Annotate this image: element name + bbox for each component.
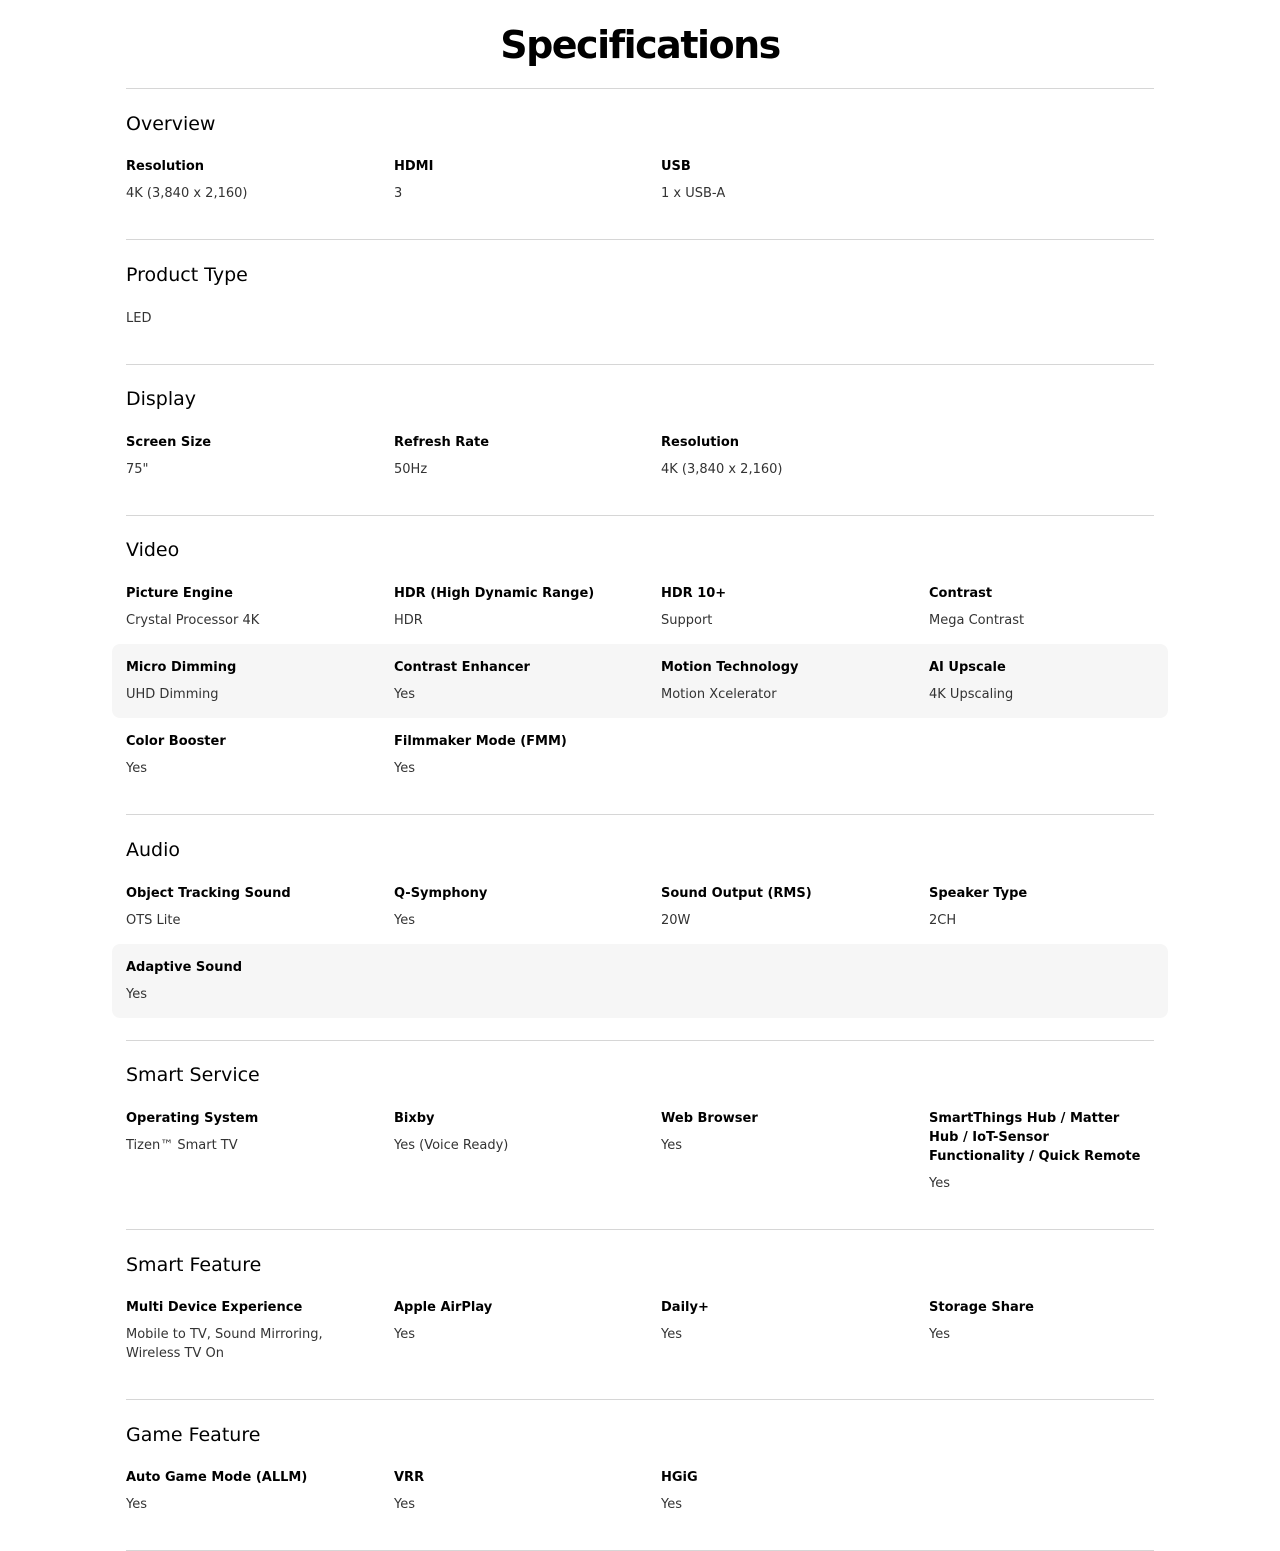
spec-value: Yes (Voice Ready) [394, 1138, 509, 1153]
spec-value: Yes [929, 1327, 950, 1342]
spec-label: Adaptive Sound [126, 960, 243, 975]
spec-item [394, 658, 634, 704]
spec-label: Storage Share [929, 1300, 1034, 1315]
spec-value: Tizen™ Smart TV [126, 1138, 238, 1153]
section-title-display: Display [126, 388, 197, 410]
page-title: Specifications [500, 23, 780, 67]
spec-label: Operating System [126, 1111, 259, 1126]
spec-item [929, 1298, 1169, 1344]
spec-item [126, 309, 366, 328]
spec-value: Yes [661, 1327, 682, 1342]
divider [126, 1040, 1154, 1041]
spec-item [394, 1298, 634, 1344]
spec-value: Yes [661, 1497, 682, 1512]
spec-item [929, 884, 1169, 930]
spec-label: Multi Device Experience [126, 1300, 303, 1315]
spec-value: 4K Upscaling [929, 687, 1014, 702]
spec-item [661, 1298, 901, 1344]
spec-label: HDR 10+ [661, 586, 727, 601]
spec-item [126, 958, 366, 1004]
spec-value: Yes [126, 761, 147, 776]
spec-value: 50Hz [394, 462, 428, 477]
spec-label: Micro Dimming [126, 660, 237, 675]
divider [126, 1229, 1154, 1230]
spec-label: HGiG [661, 1470, 698, 1485]
spec-value: Yes [394, 761, 415, 776]
spec-value: Yes [126, 1497, 147, 1512]
divider [126, 515, 1154, 516]
spec-item [929, 584, 1169, 630]
spec-value: 20W [661, 913, 691, 928]
spec-item [661, 157, 901, 203]
spec-value: 75" [126, 462, 149, 477]
divider [126, 239, 1154, 240]
spec-item [929, 1109, 1144, 1193]
spec-label: HDR (High Dynamic Range) [394, 586, 595, 601]
spec-label: Filmmaker Mode (FMM) [394, 734, 567, 749]
spec-value: Mega Contrast [929, 613, 1025, 628]
spec-item [394, 1468, 634, 1514]
spec-item [394, 1109, 634, 1155]
spec-label: AI Upscale [929, 660, 1006, 675]
spec-label: Resolution [126, 159, 205, 174]
spec-label: Color Booster [126, 734, 226, 749]
spec-value: 4K (3,840 x 2,160) [126, 186, 248, 201]
spec-label: Sound Output (RMS) [661, 886, 812, 901]
spec-item [661, 1109, 901, 1155]
section-title-overview: Overview [126, 113, 216, 135]
spec-value: 1 x USB-A [661, 186, 726, 201]
spec-value: Support [661, 613, 713, 628]
spec-value: 2CH [929, 913, 957, 928]
section-title-smart-feature: Smart Feature [126, 1254, 262, 1276]
spec-label: Apple AirPlay [394, 1300, 493, 1315]
spec-value: 3 [394, 186, 403, 201]
spec-item [394, 584, 634, 630]
spec-item [661, 1468, 901, 1514]
spec-value: Yes [394, 687, 415, 702]
section-title-audio: Audio [126, 839, 181, 861]
spec-value: UHD Dimming [126, 687, 219, 702]
spec-item [126, 884, 366, 930]
section-title-video: Video [126, 539, 180, 561]
spec-label: Refresh Rate [394, 435, 490, 450]
spec-item [661, 658, 901, 704]
spec-value: Yes [394, 913, 415, 928]
spec-value: Yes [126, 987, 147, 1002]
section-title-game-feature: Game Feature [126, 1424, 261, 1446]
spec-item [126, 658, 366, 704]
section-title-smart-service: Smart Service [126, 1064, 260, 1086]
spec-label: Screen Size [126, 435, 212, 450]
section-title-product-type: Product Type [126, 264, 248, 286]
spec-value: Yes [394, 1327, 415, 1342]
spec-label: Speaker Type [929, 886, 1028, 901]
spec-item [661, 584, 901, 630]
spec-label: Picture Engine [126, 586, 233, 601]
spec-item [394, 884, 634, 930]
divider [126, 1399, 1154, 1400]
spec-value: Mobile to TV, Sound Mirroring, Wireless TV On [126, 1327, 323, 1361]
spec-label: Motion Technology [661, 660, 799, 675]
spec-item [394, 732, 634, 778]
spec-label: Object Tracking Sound [126, 886, 291, 901]
spec-item [394, 157, 634, 203]
spec-item [661, 433, 901, 479]
spec-item [126, 1298, 341, 1363]
spec-value: OTS Lite [126, 913, 181, 928]
spec-value: Yes [929, 1176, 950, 1191]
spec-item [394, 433, 634, 479]
spec-value: Crystal Processor 4K [126, 613, 260, 628]
spec-label: Contrast [929, 586, 993, 601]
spec-value: Yes [394, 1497, 415, 1512]
spec-label: Q-Symphony [394, 886, 488, 901]
spec-label: Web Browser [661, 1111, 758, 1126]
spec-label: HDMI [394, 159, 434, 174]
spec-item [126, 732, 366, 778]
spec-item [126, 584, 366, 630]
spec-item [126, 1468, 366, 1514]
spec-value: HDR [394, 613, 423, 628]
spec-item [126, 157, 366, 203]
spec-label: Auto Game Mode (ALLM) [126, 1470, 308, 1485]
spec-value: 4K (3,840 x 2,160) [661, 462, 783, 477]
spec-item [929, 658, 1169, 704]
spec-label: Daily+ [661, 1300, 709, 1315]
spec-label: Bixby [394, 1111, 435, 1126]
spec-label: SmartThings Hub / Matter Hub / IoT-Sensor Functionality / Quick Remote [929, 1111, 1141, 1164]
spec-item [126, 433, 366, 479]
spec-item [661, 884, 901, 930]
spec-label: VRR [394, 1470, 425, 1485]
spec-item [126, 1109, 366, 1155]
spec-label: Contrast Enhancer [394, 660, 530, 675]
spec-value: Yes [661, 1138, 682, 1153]
spec-value: Motion Xcelerator [661, 687, 777, 702]
spec-label: Resolution [661, 435, 740, 450]
divider [126, 364, 1154, 365]
divider [126, 88, 1154, 89]
spec-label: USB [661, 159, 691, 174]
divider [126, 814, 1154, 815]
spec-value: LED [126, 311, 152, 326]
